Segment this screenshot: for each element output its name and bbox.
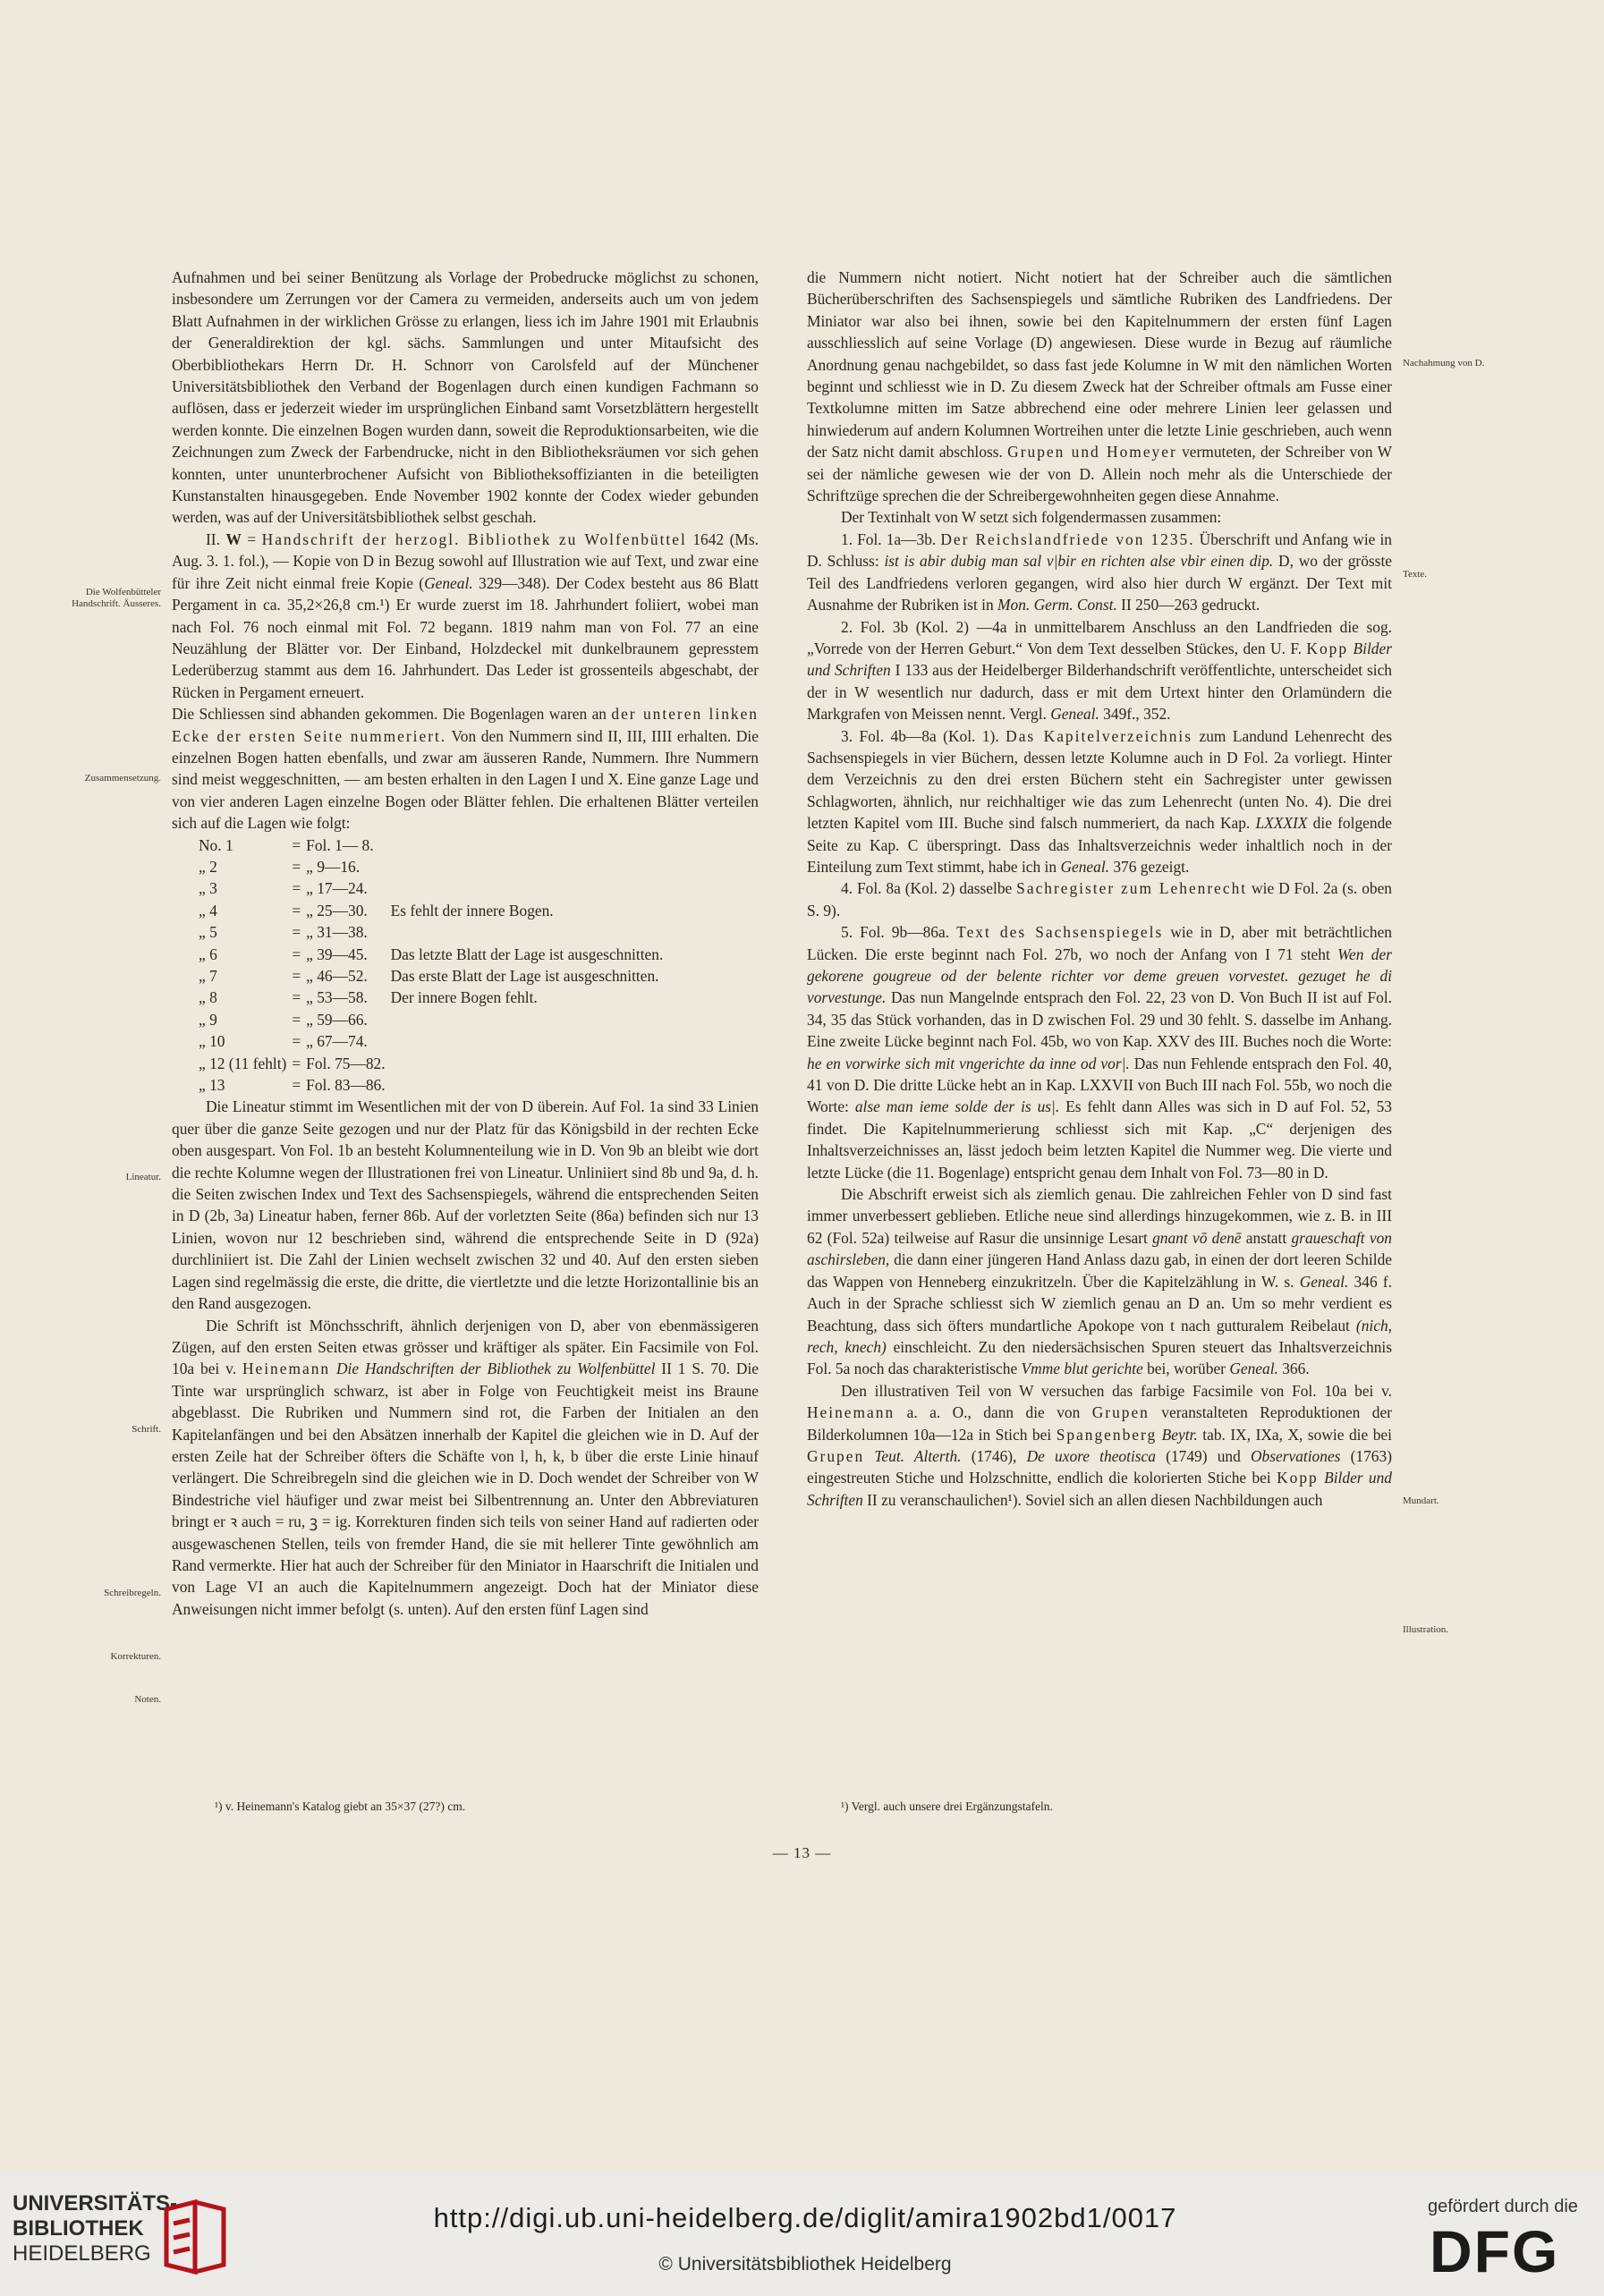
lagen-cell-fol: „ 31—38. (306, 923, 368, 942)
paragraph-schrift: Die Schrift ist Mönchsschrift, ähnlich derjenigen von D, aber von ebenmässigeren Zügen, auf den ersten Seiten etwas grösser und kräftiger als später. Ein Facsimile von Fol. 10a bei v. Heinemann Die Handschriften der Bibliothek zu Wolfenbüttel II 1 S. 70. Die Tinte war ursprünglich schwarz, ist aber in Folge von Feuchtigkeit meist ins Braune abgeblasst. Die Rubriken und Nummern sind rot, die Farben der Initialen an den Kapitelanfängen und bei den Absätzen innerhalb der Kapitel die gleichen wie in D. Auf der ersten Zeile hat der Schreiber öfters die Schäfte von l, h, k, b über die erste Linie hinauf verlängert. Die Schreibregeln sind die gleichen wie in D. Doch wendet der Schreiber von W Bindestriche viel häufiger und zwar meist bei Silbentrennung an. Unter den Abbreviaturen bringt er ꝛ auch = ru, ꝫ = ig. Korrekturen finden sich teils von seiner Hand auf radierten oder ausgewaschenen Stellen, teils von fremder Hand, die sie mit hellerer Tinte gewöhnlich am Rand vermerkte. Hier hat auch der Schreiber für den Miniator in Haarschrift die Initialen und von Lage VI an auch die Kapitelnummern angezeigt. Doch hat der Miniator diese Anweisungen nicht immer befolgt (s. unten). Auf den ersten fünf Lagen sind (172, 1316, 759, 1618)
lagen-cell-eq: = (292, 901, 301, 919)
lagen-cell-note (391, 1074, 669, 1096)
footnote-right: ¹) Vergl. auch unsere drei Ergänzungstafeln. (841, 1800, 1053, 1813)
item-5-sachsenspiegel: 5. Fol. 9b—86a. Text des Sachsenspiegels wie in D, aber mit beträchtlichen Lücken. Die erste beginnt nach Fol. 27b, wo noch der Anfang von I 71 steht Wen der gekorene gougreue od der belente richter vor deme greuen vorvestet. gezuget he di vorvestunge. Das nun Mangelnde entsprach den Fol. 22, 23 von D. Von Buch II ist auf Fol. 34, 35 das Stück vorhanden, das in D zwischen Fol. 29 und 30 fehlt. S. dasselbe im Anhang. Eine zweite Lücke beginnt nach Fol. 45b, wo von Kap. XXV des III. Buches noch die Worte: he en vorwirke sich mit vngerichte da inne od vor|. Das nun Fehlende entsprach den Fol. 40, 41 von D. Die dritte Lücke hebt an in Kap. LXXVII von Buch III nach Fol. 55b, wo noch die Worte: alse man ieme solde der is us|. Es fehlt dann Alles was sich in D auf Fol. 52, 53 findet. Die Kapitelnummerierung schliesst sich mit Kap. „C“ derjenigen des Inhaltsverzeichnisses an, lässt jedoch beim letzten Kapitel die Nummer weg. Die vierte und letzte Lücke (die 11. Bogenlage) entspricht genau dem Inhalt von Fol. 73—80 in D. (807, 923, 1392, 1182)
lagen-cell-eq: = (292, 879, 301, 898)
lagen-row (199, 1009, 668, 1030)
item-2-vorrede: 2. Fol. 3b (Kol. 2) —4a in unmittelbarem Anschluss an den Landfrieden die sog. „Vorrede von der Herren Geburt.“ Von dem Text desselben Stückes, den U. F. Kopp Bilder und Schriften I 133 aus der Heidelberger Bilderhandschrift veröffentlichte, unterscheidet sich der in W wesentlich nur dadurch, dass er mit dem Urtext hinter den Orlamündern die Markgrafen von Meissen nennt. Vergl. Geneal. 349f., 352. (807, 617, 1392, 724)
lagen-cell-note (391, 877, 669, 899)
lagen-row (199, 921, 668, 943)
lagen-cell-no: „ 7 (199, 967, 217, 985)
lagen-cell-no: „ 6 (199, 945, 217, 963)
lagen-cell-fol: Fol. 1— 8. (306, 835, 374, 854)
lagen-cell-note: Es fehlt der innere Bogen. (390, 901, 554, 919)
lagen-cell-eq: = (292, 967, 301, 985)
paragraph-lineatur: Die Lineatur stimmt im Wesentlichen mit der von D überein. Auf Fol. 1a sind 33 Linien quer über die ganze Seite gezogen und nur der Platz für das Königsbild in der rechten Ecke oben ausgespart. Von Fol. 1b an besteht Kolumnenteilung wie in D. Von 9b an bleibt wie dort die rechte Kolumne wegen der Illustrationen frei von Lineatur. Unliniiert sind 8b und 9a, d. h. die Seiten zwischen Index und Text des Sachsenspiegels, während die entsprechenden Seiten in D (2b, 3a) Lineatur haben, ferner 86b. Auf der vorletzten Seite (86a) befinden sich nur 13 Linien, wovon nur 12 beschrieben sind, während die entsprechende Seite in D (92a) durchliniiert ist. Die Zahl der Linien wechselt zwischen 32 und 40. Auf den ersten sieben Lagen sind regelmässig die erste, die dritte, die viertletzte und die letzte Horizontallinie bis an den Rand ausgezogen. (172, 1097, 759, 1313)
lagen-cell-eq: = (292, 857, 301, 876)
margin-note-noten: Noten. (134, 1694, 161, 1705)
lagen-cell-fol: „ 67—74. (306, 1032, 368, 1051)
library-line-3: HEIDELBERG (13, 2241, 151, 2266)
paragraph-abschrift: Die Abschrift erweist sich als ziemlich genau. Die zahlreichen Fehler von D sind fast immer unverbessert geblieben. Etliche neue sind allerdings hinzugekommen, wie z. B. in III 62 (Fol. 52a) teilweise auf Rasur die unsinnige Lesart gnant vō denē anstatt graueschaft von aschirsleben, die dann einer jüngeren Hand Anlass dazu gab, in einen der dort leeren Schilde das Wappen von Henneberg einzukritzeln. Über die Kapitelzählung in W. s. Geneal. 346 f. Auch in der Sprache schliesst sich W ziemlich genau an D an. Um so mehr verdient es Beachtung, dass sich öfters mundartliche Apokope von t nach gutturalem Reibelaut (nich, rech, knech) einschleicht. Zu den niedersächsischen Spuren steuert das Inhaltsverzeichnis Fol. 5a noch das charakteristische Vmme blut gerichte bei, worüber Geneal. 366. (807, 1185, 1392, 1378)
lagen-cell-eq: = (292, 945, 301, 963)
lagen-cell-eq: = (292, 1054, 301, 1072)
lagen-cell-note (391, 1053, 669, 1074)
lagen-cell-fol: „ 25—30. (306, 901, 368, 919)
lagen-cell-fol: Fol. 75—82. (306, 1054, 386, 1072)
lagen-row (199, 987, 668, 1008)
lagen-cell-eq: = (292, 988, 301, 1007)
lagen-cell-note (391, 1030, 669, 1052)
lagen-cell-note (391, 856, 669, 877)
paragraph-nummern: die Nummern nicht notiert. Nicht notiert hat der Schreiber auch die sämtlichen Bücherüberschriften des Sachsenspiegels und sämtliche Rubriken des Landfriedens. Der Miniator war also bei ihnen, sowie bei den Kapitelnummern der ersten fünf Lagen ausschliesslich auf seine Vorlage (D) angewiesen. Diese wurde in Bezug auf räumliche Anordnung genau nachgebildet, so dass fast jede Kolumne in W mit den nämlichen Worten beginnt und schliesst wie in D. Zu diesem Zweck hat der Schreiber oftmals am Fusse einer Textkolumne mitten im Satze abbrechend eine oder mehrere Linien leer gelassen und hinwiederum auf andern Kolumnen Wortreihen unter die letzte Linie geschrieben, auch wenn der Satz nicht damit abschloss. Grupen und Homeyer vermuteten, der Schreiber von W sei der nämliche gewesen wie der von D. Allein noch mehr als die Unterschiede der Schriftzüge sprechen die der Schreibergewohnheiten gegen diese Annahme. (807, 268, 1392, 505)
lagen-cell-no: No. 1 (199, 835, 233, 854)
lagen-row (199, 1053, 668, 1074)
item-3-kapitelverzeichnis: 3. Fol. 4b—8a (Kol. 1). Das Kapitelverzeichnis zum Landund Lehenrecht des Sachsenspiegels in vier Büchern, dessen letzte Kolumne auch in D Fol. 2a vorliegt. Hinter dem Verzeichnis zu den drei ersten Büchern steht ein Sachregister unter gewissen Schlagworten, ähnlich, nur reichhaltiger wie das zum Lehenrecht (unten No. 4). Die drei letzten Kapitel vom III. Buche sind falsch nummeriert, da nach Kap. LXXXIX die folgende Seite zu Kap. C überspringt. Dass das Inhaltsverzeichnis weder inhaltlich noch in der Einteilung zum Text stimmt, habe ich in Geneal. 376 gezeigt. (807, 726, 1392, 876)
lagen-cell-no: „ 4 (199, 901, 217, 919)
lagen-cell-note (391, 835, 669, 856)
lagen-cell-no: „ 9 (199, 1010, 217, 1029)
margin-note-schreibregeln: Schreibregeln. (104, 1588, 161, 1598)
margin-note-wolfenbuettel: Die Wolfenbütteler Handschrift. Äusseres. (72, 587, 161, 609)
lagen-row (199, 1030, 668, 1052)
item-4-sachregister: 4. Fol. 8a (Kol. 2) dasselbe Sachregister zum Lehenrecht wie D Fol. 2a (s. oben S. 9). (807, 879, 1393, 919)
lagen-cell-note (391, 921, 669, 943)
left-column (172, 267, 759, 1620)
lagen-cell-eq: = (292, 1076, 301, 1095)
margin-note-zusammensetzung: Zusammensetzung. (84, 773, 161, 784)
footer-bar (0, 2172, 1604, 2296)
lagen-cell-note: Der innere Bogen fehlt. (390, 988, 538, 1007)
library-logo-icon[interactable] (159, 2197, 231, 2277)
lagen-cell-note: Das erste Blatt der Lage ist ausgeschnitten. (390, 967, 659, 985)
lagen-cell-fol: „ 59—66. (306, 1010, 368, 1029)
lagen-cell-fol: Fol. 83—86. (306, 1076, 386, 1095)
copyright-text: © Universitätsbibliothek Heidelberg (658, 2254, 952, 2275)
lagen-row (199, 900, 668, 921)
dfg-logo-text: DFG (1430, 2222, 1560, 2279)
lagen-cell-eq: = (292, 1010, 301, 1029)
lagen-row (199, 856, 668, 877)
margin-note-korrekturen: Korrekturen. (110, 1651, 161, 1662)
lagen-cell-fol: „ 17—24. (306, 879, 368, 898)
lagen-row (199, 1074, 668, 1096)
lagen-cell-no: „ 10 (199, 1032, 225, 1051)
lagen-cell-eq: = (292, 1032, 301, 1051)
lagen-cell-no: „ 12 (11 fehlt) (199, 1054, 287, 1072)
lagen-row (199, 965, 668, 987)
right-column (807, 267, 1392, 1511)
lagen-cell-fol: „ 53—58. (306, 988, 368, 1007)
lagen-cell-note: Das letzte Blatt der Lage ist ausgeschnitten. (390, 945, 664, 963)
funding-label: gefördert durch die (1428, 2197, 1578, 2216)
library-line-1: UNIVERSITÄTS- (13, 2191, 178, 2216)
library-name[interactable] (13, 2191, 177, 2266)
lagen-cell-no: „ 8 (199, 988, 217, 1007)
lagen-cell-no: „ 2 (199, 857, 217, 876)
paragraph-wolfenbuettel: II. W = Handschrift der herzogl. Bibliothek zu Wolfenbüttel 1642 (Ms. Aug. 3. 1. fol.), — Kopie von D in Bezug sowohl auf Illustration wie auf Text, und zwar eine für ihre Zeit nicht einmal freie Kopie (Geneal. 329—348). Der Codex besteht aus 86 Blatt Pergament in ca. 35,2×26,8 cm.¹) Er wurde zuerst im 18. Jahrhundert foliiert, wobei man nach Fol. 76 noch einmal mit Fol. 72 begann. 1819 nahm man von Fol. 77 an eine Neuzählung der Blätter vor. Der Einband, Holzdeckel mit dunkelbraunem gepresstem Lederüberzug stammt aus dem 16. Jahrhundert. Das Leder ist grossenteils abgeschabt, der Rücken in Pergament erneuert. (172, 530, 759, 701)
lagen-cell-no: „ 3 (199, 879, 217, 898)
lagen-table (199, 835, 668, 1097)
url-link[interactable]: http://digi.ub.uni-heidelberg.de/diglit/amira1902bd1/0017 (433, 2202, 1177, 2233)
lagen-row (199, 944, 668, 965)
footnote-left: ¹) v. Heinemann's Katalog giebt an 35×37 (27?) cm. (215, 1800, 466, 1813)
paragraph-bogenlagen: Die Schliessen sind abhanden gekommen. Die Bogenlagen waren an der unteren linken Ecke der ersten Seite nummeriert. Von den Nummern sind II, III, IIII erhalten. Die einzelnen Bogen hatten ebenfalls, und zwar am äusseren Rande, Nummern. Ihre Nummern sind meist weggeschnitten, — am besten erhalten in den Lagen I und X. Eine ganze Lage und von vier anderen Lagen einzelne Bogen oder Blätter fehlen. Die erhaltenen Blätter verteilen sich auf die Lagen wie folgt: (172, 705, 759, 833)
dfg-logo-icon[interactable] (1430, 2222, 1573, 2279)
lagen-cell-fol: „ 9—16. (306, 857, 361, 876)
margin-note-nachahmung: Nachahmung von D. (1403, 358, 1485, 369)
lagen-cell-fol: „ 39—45. (306, 945, 368, 963)
lagen-cell-note (391, 1009, 669, 1030)
lagen-cell-no: „ 13 (199, 1076, 225, 1095)
margin-note-mundart: Mundart. (1403, 1495, 1439, 1506)
lagen-cell-no: „ 5 (199, 923, 217, 942)
margin-note-lineatur: Lineatur. (125, 1172, 161, 1182)
margin-note-texte: Texte. (1403, 569, 1428, 580)
paragraph-aufnahmen: Aufnahmen und bei seiner Benützung als Vorlage der Probedrucke möglichst zu schonen, insbesondere um Zerrungen vor der Camera zu vermeiden, anderseits auch um von jedem Blatt Aufnahmen in der wirklichen Grösse zu erlangen, liess ich im Jahre 1901 mit Erlaubnis der Generaldirektion der kgl. sächs. Sammlungen und unter Mitaufsicht des Oberbibliothekars Herrn Dr. H. Schnorr von Carolsfeld auf der Münchener Universitätsbibliothek den Verband der Bogenlagen durch einen kundigen Fachmann so auflösen, dass er jederzeit wieder im ursprünglichen Einband samt Vorsetzblättern hergestellt werden konnte. Die einzelnen Bogen wurden dann, soweit die Reproduktionsarbeiten, wie die Zeichnungen zum Zweck der Farbendrucke, nicht in den Bibliotheksräumen vor sich gehen konnten, unter ununterbrochener Aufsicht von Bibliotheksoffizianten in die beteiligten Kunstanstalten hinausgegeben. Ende November 1902 konnte der Codex wieder gebunden werden, was auf der Universitätsbibliothek selbst geschah. (172, 268, 759, 527)
margin-note-schrift: Schrift. (132, 1424, 161, 1435)
page-number: — 13 — (772, 1844, 832, 1861)
lagen-row (199, 835, 668, 856)
lagen-cell-eq: = (292, 835, 301, 854)
paragraph-textinhalt: Der Textinhalt von W setzt sich folgendermassen zusammen: (841, 508, 1222, 527)
lagen-cell-fol: „ 46—52. (306, 967, 368, 985)
lagen-row (199, 877, 668, 899)
library-line-2: BIBLIOTHEK (13, 2216, 144, 2241)
margin-note-illustration: Illustration. (1403, 1624, 1449, 1635)
paragraph-illustrativ: Den illustrativen Teil von W versuchen das farbige Facsimile von Fol. 10a bei v. Heinemann a. a. O., dann die von Grupen veranstalteten Reproduktionen der Bilderkolumnen 10a—12a in Stich bei Spangenberg Beytr. tab. IX, IXa, X, sowie die bei Grupen Teut. Alterth. (1746), De uxore theotisca (1749) und Observationes (1763) eingestreuten Stiche und Holzschnitte, endlich die kolorierten Stiche bei Kopp Bilder und Schriften II zu veranschaulichen¹). Soviel sich an allen diesen Nachbildungen auch (807, 1381, 1392, 1509)
item-1-landfriede: 1. Fol. 1a—3b. Der Reichslandfriede von 1235. Überschrift und Anfang wie in D. Schluss: ist is abir dubig man sal v|bir en richten alse vbir einen dip. D, wo der grösste Teil des Landfriedens verloren gegangen, wird also hier durch W ergänzt. Der Text mit Ausnahme der Rubriken ist in Mon. Germ. Const. II 250—263 gedruckt. (807, 530, 1392, 614)
lagen-cell-eq: = (292, 923, 301, 942)
